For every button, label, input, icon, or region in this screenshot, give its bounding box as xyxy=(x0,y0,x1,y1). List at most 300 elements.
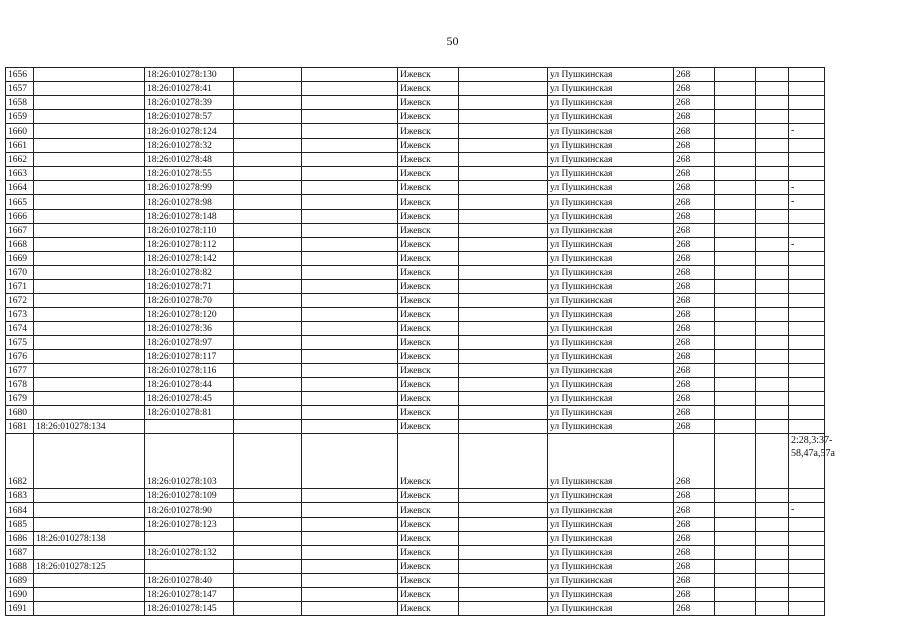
cadastral-number-parcel xyxy=(34,406,145,420)
cell-col-10 xyxy=(715,294,756,308)
cadastral-number-building: 18:26:010278:147 xyxy=(145,587,234,601)
cell-col-5 xyxy=(302,180,398,195)
row-number: 1663 xyxy=(6,166,34,180)
table-row xyxy=(6,68,825,82)
row-number: 1658 xyxy=(6,96,34,110)
cell-col-4 xyxy=(234,434,302,489)
street: ул Пушкинская xyxy=(548,280,674,294)
table-row xyxy=(6,601,825,615)
cell-col-7 xyxy=(459,545,548,559)
cell-col-11 xyxy=(756,124,789,139)
apartments-note: - xyxy=(789,237,825,252)
cadastral-number-parcel xyxy=(34,573,145,587)
cell-col-10 xyxy=(715,420,756,434)
city: Ижевск xyxy=(398,378,459,392)
street: ул Пушкинская xyxy=(548,237,674,252)
cell-col-10 xyxy=(715,434,756,489)
city: Ижевск xyxy=(398,237,459,252)
cell-col-4 xyxy=(234,308,302,322)
house-number: 268 xyxy=(674,336,715,350)
cell-col-10 xyxy=(715,308,756,322)
city: Ижевск xyxy=(398,420,459,434)
cell-col-10 xyxy=(715,252,756,266)
cadastral-number-parcel xyxy=(34,138,145,152)
cadastral-number-parcel xyxy=(34,96,145,110)
table-row xyxy=(6,587,825,601)
cell-col-5 xyxy=(302,517,398,531)
row-number: 1665 xyxy=(6,195,34,210)
cell-col-10 xyxy=(715,223,756,237)
street: ул Пушкинская xyxy=(548,322,674,336)
city: Ижевск xyxy=(398,434,459,489)
street: ул Пушкинская xyxy=(548,392,674,406)
cell-col-11 xyxy=(756,322,789,336)
cell-col-7 xyxy=(459,406,548,420)
street: ул Пушкинская xyxy=(548,601,674,615)
city: Ижевск xyxy=(398,82,459,96)
cell-col-5 xyxy=(302,195,398,210)
cell-col-11 xyxy=(756,294,789,308)
row-number: 1677 xyxy=(6,364,34,378)
cell-col-11 xyxy=(756,195,789,210)
table-row xyxy=(6,545,825,559)
table-row xyxy=(6,392,825,406)
house-number: 268 xyxy=(674,573,715,587)
table-row xyxy=(6,531,825,545)
row-number: 1679 xyxy=(6,392,34,406)
cell-col-4 xyxy=(234,166,302,180)
city: Ижевск xyxy=(398,152,459,166)
city: Ижевск xyxy=(398,209,459,223)
cadastral-number-parcel xyxy=(34,110,145,124)
cell-col-5 xyxy=(302,138,398,152)
cell-col-5 xyxy=(302,573,398,587)
house-number: 268 xyxy=(674,517,715,531)
city: Ижевск xyxy=(398,294,459,308)
street: ул Пушкинская xyxy=(548,166,674,180)
cell-col-5 xyxy=(302,166,398,180)
city: Ижевск xyxy=(398,392,459,406)
cell-col-11 xyxy=(756,180,789,195)
street: ул Пушкинская xyxy=(548,195,674,210)
city: Ижевск xyxy=(398,252,459,266)
cell-col-5 xyxy=(302,280,398,294)
cell-col-5 xyxy=(302,531,398,545)
row-number: 1656 xyxy=(6,68,34,82)
row-number: 1689 xyxy=(6,573,34,587)
cell-col-7 xyxy=(459,531,548,545)
cell-col-4 xyxy=(234,138,302,152)
cell-col-10 xyxy=(715,392,756,406)
apartments-note: - xyxy=(789,503,825,518)
cadastral-number-parcel xyxy=(34,266,145,280)
cell-col-7 xyxy=(459,559,548,573)
cadastral-number-building: 18:26:010278:112 xyxy=(145,237,234,252)
row-number: 1660 xyxy=(6,124,34,139)
table-row xyxy=(6,96,825,110)
city: Ижевск xyxy=(398,110,459,124)
apartments-note xyxy=(789,223,825,237)
cell-col-11 xyxy=(756,587,789,601)
cell-col-11 xyxy=(756,110,789,124)
apartments-note xyxy=(789,392,825,406)
cadastral-number-building: 18:26:010278:55 xyxy=(145,166,234,180)
cell-col-10 xyxy=(715,180,756,195)
street: ул Пушкинская xyxy=(548,152,674,166)
street: ул Пушкинская xyxy=(548,266,674,280)
city: Ижевск xyxy=(398,336,459,350)
city: Ижевск xyxy=(398,180,459,195)
city: Ижевск xyxy=(398,266,459,280)
row-number: 1678 xyxy=(6,378,34,392)
table-row xyxy=(6,294,825,308)
cell-col-11 xyxy=(756,308,789,322)
cadastral-number-building: 18:26:010278:44 xyxy=(145,378,234,392)
cell-col-4 xyxy=(234,559,302,573)
cadastral-number-building: 18:26:010278:39 xyxy=(145,96,234,110)
row-number: 1684 xyxy=(6,503,34,518)
cell-col-7 xyxy=(459,587,548,601)
cell-col-4 xyxy=(234,82,302,96)
cell-col-7 xyxy=(459,68,548,82)
table-row xyxy=(6,223,825,237)
cell-col-11 xyxy=(756,266,789,280)
cadastral-number-building: 18:26:010278:70 xyxy=(145,294,234,308)
street: ул Пушкинская xyxy=(548,82,674,96)
cell-col-4 xyxy=(234,406,302,420)
cell-col-10 xyxy=(715,406,756,420)
cell-col-10 xyxy=(715,195,756,210)
cell-col-4 xyxy=(234,517,302,531)
cell-col-4 xyxy=(234,68,302,82)
table-row xyxy=(6,280,825,294)
house-number: 268 xyxy=(674,489,715,503)
apartments-note xyxy=(789,573,825,587)
street: ул Пушкинская xyxy=(548,545,674,559)
row-number: 1691 xyxy=(6,601,34,615)
cell-col-11 xyxy=(756,82,789,96)
cell-col-10 xyxy=(715,336,756,350)
cadastral-number-parcel xyxy=(34,209,145,223)
apartments-note xyxy=(789,420,825,434)
apartments-note xyxy=(789,489,825,503)
cell-col-11 xyxy=(756,489,789,503)
cell-col-5 xyxy=(302,406,398,420)
cell-col-5 xyxy=(302,96,398,110)
city: Ижевск xyxy=(398,68,459,82)
cell-col-5 xyxy=(302,308,398,322)
cell-col-5 xyxy=(302,266,398,280)
row-number: 1675 xyxy=(6,336,34,350)
apartments-note xyxy=(789,82,825,96)
house-number: 268 xyxy=(674,434,715,489)
cell-col-11 xyxy=(756,545,789,559)
city: Ижевск xyxy=(398,406,459,420)
cell-col-11 xyxy=(756,559,789,573)
row-number: 1680 xyxy=(6,406,34,420)
cadastral-number-parcel xyxy=(34,392,145,406)
cell-col-11 xyxy=(756,152,789,166)
house-number: 268 xyxy=(674,252,715,266)
address-register-table xyxy=(5,67,835,616)
house-number: 268 xyxy=(674,180,715,195)
apartments-note xyxy=(789,587,825,601)
house-number: 268 xyxy=(674,406,715,420)
cell-col-10 xyxy=(715,280,756,294)
city: Ижевск xyxy=(398,350,459,364)
house-number: 268 xyxy=(674,138,715,152)
cadastral-number-building: 18:26:010278:103 xyxy=(145,434,234,489)
cell-col-7 xyxy=(459,322,548,336)
cell-col-4 xyxy=(234,573,302,587)
house-number: 268 xyxy=(674,223,715,237)
apartments-note xyxy=(789,294,825,308)
cadastral-number-building: 18:26:010278:148 xyxy=(145,209,234,223)
apartments-note xyxy=(789,531,825,545)
cell-col-11 xyxy=(756,420,789,434)
cadastral-number-parcel xyxy=(34,195,145,210)
house-number: 268 xyxy=(674,266,715,280)
cadastral-number-building: 18:26:010278:145 xyxy=(145,601,234,615)
apartments-note xyxy=(789,110,825,124)
street: ул Пушкинская xyxy=(548,517,674,531)
table-row xyxy=(6,209,825,223)
row-number: 1667 xyxy=(6,223,34,237)
apartments-note xyxy=(789,266,825,280)
city: Ижевск xyxy=(398,517,459,531)
cell-col-4 xyxy=(234,364,302,378)
apartments-note xyxy=(789,350,825,364)
table-row xyxy=(6,180,825,195)
cadastral-number-parcel xyxy=(34,336,145,350)
table-row xyxy=(6,559,825,573)
house-number: 268 xyxy=(674,152,715,166)
cell-col-4 xyxy=(234,336,302,350)
cell-col-11 xyxy=(756,138,789,152)
cadastral-number-building: 18:26:010278:99 xyxy=(145,180,234,195)
cell-col-5 xyxy=(302,364,398,378)
cell-col-7 xyxy=(459,434,548,489)
table-body xyxy=(6,68,835,616)
cell-col-5 xyxy=(302,237,398,252)
cell-col-4 xyxy=(234,420,302,434)
apartments-note: - xyxy=(789,195,825,210)
cell-col-4 xyxy=(234,350,302,364)
cadastral-number-parcel xyxy=(34,152,145,166)
cell-col-7 xyxy=(459,364,548,378)
house-number: 268 xyxy=(674,503,715,518)
cadastral-number-building: 18:26:010278:109 xyxy=(145,489,234,503)
cell-col-7 xyxy=(459,223,548,237)
cell-col-4 xyxy=(234,223,302,237)
cadastral-number-parcel xyxy=(34,308,145,322)
cadastral-number-parcel xyxy=(34,350,145,364)
row-number: 1686 xyxy=(6,531,34,545)
cadastral-number-parcel: 18:26:010278:134 xyxy=(34,420,145,434)
cell-col-5 xyxy=(302,82,398,96)
table-row xyxy=(6,110,825,124)
city: Ижевск xyxy=(398,96,459,110)
house-number: 268 xyxy=(674,166,715,180)
street: ул Пушкинская xyxy=(548,308,674,322)
cell-col-7 xyxy=(459,96,548,110)
cell-col-11 xyxy=(756,573,789,587)
house-number: 268 xyxy=(674,364,715,378)
cell-col-7 xyxy=(459,138,548,152)
cell-col-11 xyxy=(756,434,789,489)
cell-col-5 xyxy=(302,503,398,518)
cell-col-5 xyxy=(302,110,398,124)
cadastral-number-building: 18:26:010278:36 xyxy=(145,322,234,336)
street: ул Пушкинская xyxy=(548,350,674,364)
row-number: 1670 xyxy=(6,266,34,280)
table-row xyxy=(6,336,825,350)
row-number: 1659 xyxy=(6,110,34,124)
cadastral-number-building: 18:26:010278:117 xyxy=(145,350,234,364)
cell-col-4 xyxy=(234,531,302,545)
city: Ижевск xyxy=(398,531,459,545)
row-number: 1668 xyxy=(6,237,34,252)
cadastral-number-building: 18:26:010278:132 xyxy=(145,545,234,559)
cell-col-10 xyxy=(715,266,756,280)
cell-col-4 xyxy=(234,209,302,223)
cell-col-10 xyxy=(715,209,756,223)
cell-col-11 xyxy=(756,406,789,420)
cell-col-10 xyxy=(715,68,756,82)
cell-col-11 xyxy=(756,378,789,392)
row-number: 1671 xyxy=(6,280,34,294)
apartments-note xyxy=(789,68,825,82)
street: ул Пушкинская xyxy=(548,110,674,124)
house-number: 268 xyxy=(674,124,715,139)
cell-col-7 xyxy=(459,280,548,294)
cell-col-10 xyxy=(715,124,756,139)
house-number: 268 xyxy=(674,531,715,545)
apartments-note xyxy=(789,252,825,266)
cadastral-number-parcel xyxy=(34,601,145,615)
cell-col-11 xyxy=(756,280,789,294)
cell-col-7 xyxy=(459,237,548,252)
cell-col-4 xyxy=(234,280,302,294)
cadastral-number-building: 18:26:010278:130 xyxy=(145,68,234,82)
house-number: 268 xyxy=(674,378,715,392)
cell-col-5 xyxy=(302,294,398,308)
table-row xyxy=(6,406,825,420)
cell-col-7 xyxy=(459,294,548,308)
apartments-note xyxy=(789,378,825,392)
street: ул Пушкинская xyxy=(548,252,674,266)
cell-col-10 xyxy=(715,166,756,180)
cadastral-number-building: 18:26:010278:97 xyxy=(145,336,234,350)
cell-col-7 xyxy=(459,266,548,280)
cell-col-11 xyxy=(756,392,789,406)
apartments-note xyxy=(789,406,825,420)
apartments-note xyxy=(789,138,825,152)
cadastral-number-building: 18:26:010278:123 xyxy=(145,517,234,531)
cell-col-7 xyxy=(459,110,548,124)
cadastral-number-parcel xyxy=(34,124,145,139)
table-row xyxy=(6,378,825,392)
cell-col-7 xyxy=(459,252,548,266)
city: Ижевск xyxy=(398,322,459,336)
city: Ижевск xyxy=(398,124,459,139)
house-number: 268 xyxy=(674,195,715,210)
cell-col-11 xyxy=(756,96,789,110)
house-number: 268 xyxy=(674,308,715,322)
cell-col-11 xyxy=(756,531,789,545)
apartments-note xyxy=(789,336,825,350)
row-number: 1687 xyxy=(6,545,34,559)
cadastral-number-parcel xyxy=(34,545,145,559)
row-number: 1676 xyxy=(6,350,34,364)
cell-col-10 xyxy=(715,237,756,252)
house-number: 268 xyxy=(674,420,715,434)
cadastral-number-parcel xyxy=(34,166,145,180)
street: ул Пушкинская xyxy=(548,124,674,139)
street: ул Пушкинская xyxy=(548,138,674,152)
house-number: 268 xyxy=(674,96,715,110)
cell-col-4 xyxy=(234,180,302,195)
cadastral-number-parcel xyxy=(34,294,145,308)
cadastral-number-parcel xyxy=(34,322,145,336)
cell-col-10 xyxy=(715,559,756,573)
cell-col-10 xyxy=(715,517,756,531)
table-row xyxy=(6,195,825,210)
cell-col-5 xyxy=(302,392,398,406)
street: ул Пушкинская xyxy=(548,378,674,392)
table-row xyxy=(6,573,825,587)
cell-col-10 xyxy=(715,587,756,601)
house-number: 268 xyxy=(674,280,715,294)
cell-col-10 xyxy=(715,503,756,518)
apartments-note xyxy=(789,545,825,559)
cadastral-number-parcel xyxy=(34,517,145,531)
table-row xyxy=(6,350,825,364)
city: Ижевск xyxy=(398,280,459,294)
house-number: 268 xyxy=(674,294,715,308)
cell-col-7 xyxy=(459,573,548,587)
cell-col-5 xyxy=(302,434,398,489)
house-number: 268 xyxy=(674,82,715,96)
cell-col-7 xyxy=(459,517,548,531)
cell-col-7 xyxy=(459,124,548,139)
cell-col-10 xyxy=(715,364,756,378)
cell-col-5 xyxy=(302,68,398,82)
table-row xyxy=(6,517,825,531)
cell-col-5 xyxy=(302,378,398,392)
cell-col-7 xyxy=(459,180,548,195)
cell-col-4 xyxy=(234,322,302,336)
apartments-note xyxy=(789,280,825,294)
cell-col-4 xyxy=(234,489,302,503)
cell-col-4 xyxy=(234,110,302,124)
cell-col-11 xyxy=(756,223,789,237)
cadastral-number-parcel xyxy=(34,587,145,601)
apartments-note: - xyxy=(789,124,825,139)
cadastral-number-parcel xyxy=(34,252,145,266)
cadastral-number-parcel xyxy=(34,434,145,489)
table-row xyxy=(6,166,825,180)
table-row xyxy=(6,252,825,266)
cell-col-10 xyxy=(715,322,756,336)
apartments-note xyxy=(789,559,825,573)
row-number: 1662 xyxy=(6,152,34,166)
cadastral-number-parcel xyxy=(34,364,145,378)
house-number: 268 xyxy=(674,559,715,573)
table-row xyxy=(6,237,825,252)
row-number: 1669 xyxy=(6,252,34,266)
page-number: 50 xyxy=(446,34,459,48)
